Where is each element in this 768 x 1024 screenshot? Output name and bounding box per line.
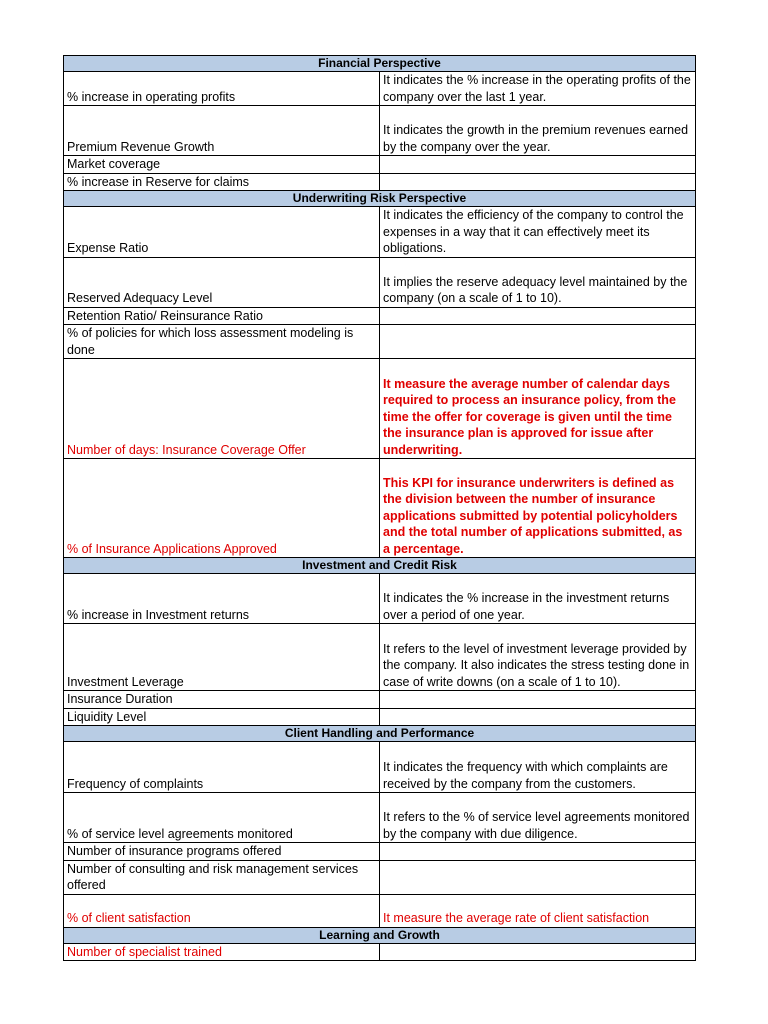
kpi-name: Retention Ratio/ Reinsurance Ratio <box>64 307 380 325</box>
kpi-description: It indicates the % increase in the investment returns over a period of one year. <box>380 574 696 624</box>
kpi-name: Number of specialist trained <box>64 943 380 961</box>
section-title: Learning and Growth <box>64 927 696 943</box>
kpi-name: Expense Ratio <box>64 207 380 258</box>
table-row <box>64 173 696 191</box>
table-row <box>64 894 696 927</box>
kpi-name: % of Insurance Applications Approved <box>64 459 380 558</box>
table-row <box>64 106 696 156</box>
kpi-name: Liquidity Level <box>64 708 380 726</box>
section-title: Underwriting Risk Perspective <box>64 191 696 207</box>
kpi-description: It indicates the growth in the premium revenues earned by the company over the year. <box>380 106 696 156</box>
table-row <box>64 793 696 843</box>
kpi-description <box>380 325 696 359</box>
kpi-description <box>380 156 696 174</box>
kpi-description <box>380 708 696 726</box>
section-header-financial <box>64 56 696 72</box>
kpi-description: It refers to the % of service level agreements monitored by the company with due diligence. <box>380 793 696 843</box>
kpi-description: It measure the average rate of client satisfaction <box>380 894 696 927</box>
table-row <box>64 742 696 793</box>
kpi-description <box>380 860 696 894</box>
kpi-description: It implies the reserve adequacy level maintained by the company (on a scale of 1 to 10). <box>380 257 696 307</box>
kpi-name: % increase in Investment returns <box>64 574 380 624</box>
kpi-description: This KPI for insurance underwriters is defined as the division between the number of insurance applications submitted by potential policyholders and the total number of applications submitted, as a percentage. <box>380 459 696 558</box>
kpi-name: Number of days: Insurance Coverage Offer <box>64 359 380 459</box>
section-title: Financial Perspective <box>64 56 696 72</box>
table-row <box>64 708 696 726</box>
section-header-underwriting <box>64 191 696 207</box>
table-row <box>64 459 696 558</box>
section-header-learning <box>64 927 696 943</box>
kpi-name: Insurance Duration <box>64 691 380 709</box>
kpi-description: It indicates the efficiency of the company to control the expenses in a way that it can effectively meet its obligations. <box>380 207 696 258</box>
table-row <box>64 860 696 894</box>
table-row <box>64 72 696 106</box>
kpi-description <box>380 173 696 191</box>
kpi-description: It measure the average number of calendar days required to process an insurance policy, from the time the offer for coverage is given until the time the insurance plan is approved for issue after underwriting. <box>380 359 696 459</box>
table-row <box>64 156 696 174</box>
section-header-investment <box>64 558 696 574</box>
kpi-name: % increase in operating profits <box>64 72 380 106</box>
kpi-description <box>380 843 696 861</box>
kpi-description: It indicates the frequency with which complaints are received by the company from the customers. <box>380 742 696 793</box>
table-row <box>64 325 696 359</box>
table-row <box>64 624 696 691</box>
kpi-name: Reserved Adequacy Level <box>64 257 380 307</box>
table-row <box>64 691 696 709</box>
section-header-client <box>64 726 696 742</box>
kpi-description <box>380 307 696 325</box>
kpi-table <box>63 55 696 961</box>
kpi-name: Frequency of complaints <box>64 742 380 793</box>
kpi-name: Number of consulting and risk management services offered <box>64 860 380 894</box>
table-row <box>64 207 696 258</box>
table-row <box>64 307 696 325</box>
kpi-description <box>380 943 696 961</box>
kpi-name: % increase in Reserve for claims <box>64 173 380 191</box>
kpi-name: % of policies for which loss assessment modeling is done <box>64 325 380 359</box>
table-row <box>64 359 696 459</box>
kpi-name: Investment Leverage <box>64 624 380 691</box>
kpi-description: It refers to the level of investment leverage provided by the company. It also indicates the stress testing done in case of write downs (on a scale of 1 to 10). <box>380 624 696 691</box>
table-row <box>64 257 696 307</box>
kpi-name: Number of insurance programs offered <box>64 843 380 861</box>
table-row <box>64 574 696 624</box>
kpi-name: Premium Revenue Growth <box>64 106 380 156</box>
table-row <box>64 843 696 861</box>
kpi-name: % of client satisfaction <box>64 894 380 927</box>
section-title: Investment and Credit Risk <box>64 558 696 574</box>
kpi-name: Market coverage <box>64 156 380 174</box>
kpi-description: It indicates the % increase in the operating profits of the company over the last 1 year. <box>380 72 696 106</box>
section-title: Client Handling and Performance <box>64 726 696 742</box>
table-row <box>64 943 696 961</box>
kpi-description <box>380 691 696 709</box>
kpi-name: % of service level agreements monitored <box>64 793 380 843</box>
